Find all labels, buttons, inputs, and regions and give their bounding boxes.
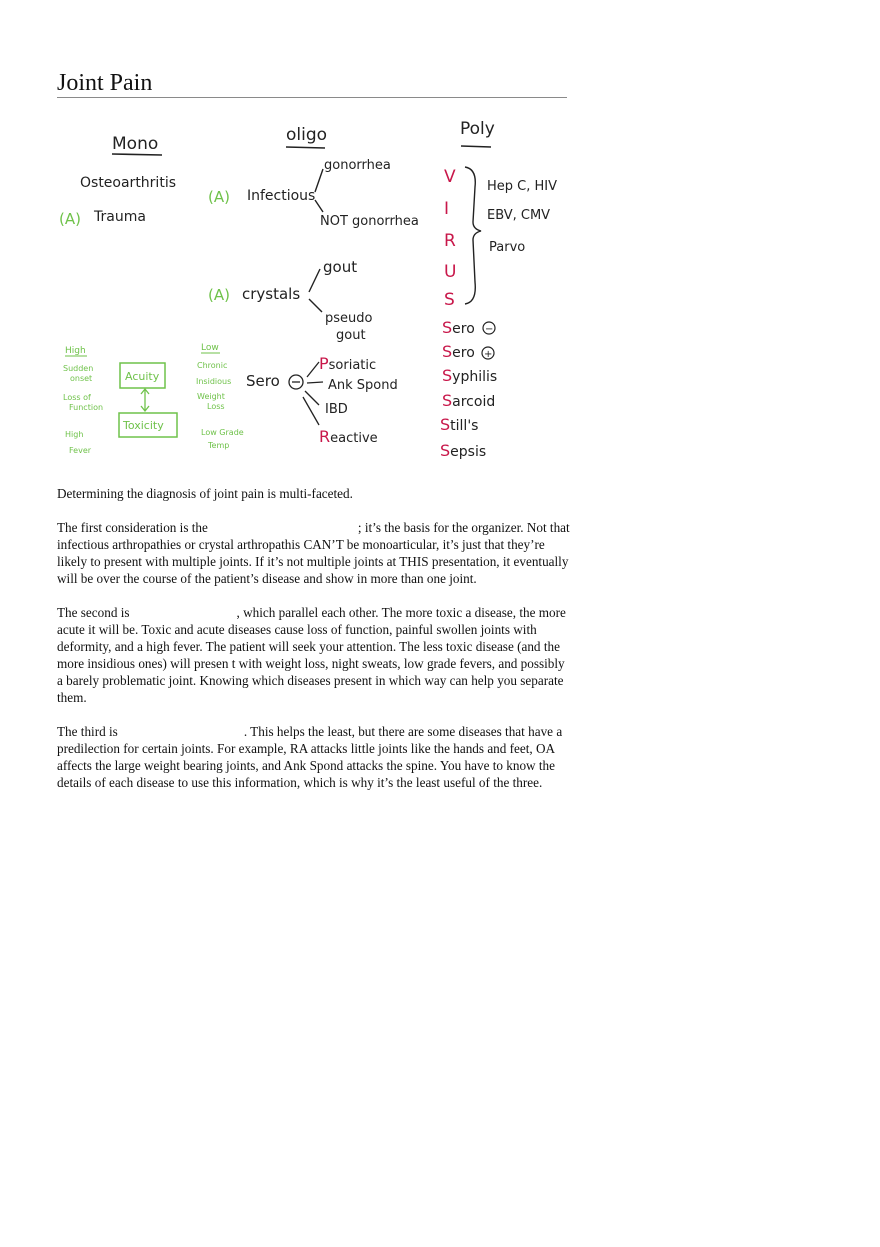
virus-ebv-cmv: EBV, CMV bbox=[487, 208, 551, 223]
virus-letter-i: I bbox=[444, 199, 450, 219]
joint-pain-diagram bbox=[57, 107, 567, 467]
oligo-gonorrhea: gonorrhea bbox=[324, 158, 391, 173]
oligo-infectious-marker: (A) bbox=[208, 188, 230, 206]
legend-low bbox=[196, 343, 244, 450]
poly-sepsis: Sepsis bbox=[440, 441, 487, 460]
toxicity-label: Toxicity bbox=[123, 419, 164, 432]
poly-sero-pos-plus: + bbox=[484, 349, 493, 360]
intro-paragraph: Determining the diagnosis of joint pain is multi-faceted. bbox=[57, 486, 353, 501]
mono-trauma: Trauma bbox=[94, 209, 146, 225]
body-text bbox=[57, 485, 572, 808]
crystals-branch-down bbox=[309, 299, 322, 312]
legend-high-item-3: Loss of bbox=[63, 393, 91, 402]
oligo-gout: gout bbox=[323, 258, 358, 276]
legend-high bbox=[63, 346, 103, 455]
legend-low-item-5: Low Grade bbox=[201, 428, 244, 437]
poly-sero-neg-minus: − bbox=[485, 324, 494, 335]
mono-trauma-marker: (A) bbox=[59, 210, 81, 228]
acuity-label: Acuity bbox=[125, 370, 160, 383]
infectious-branch-up bbox=[315, 169, 323, 192]
sero-ibd: IBD bbox=[325, 402, 348, 417]
oligo-crystals-marker: (A) bbox=[208, 286, 230, 304]
poly-syphilis: Syphilis bbox=[442, 366, 498, 385]
legend-high-item-4: Function bbox=[69, 403, 104, 412]
sero-branch-1 bbox=[307, 362, 319, 377]
virus-letters bbox=[444, 167, 456, 310]
paragraph-second-consideration bbox=[57, 604, 572, 706]
legend-low-header: Low bbox=[201, 343, 219, 353]
virus-letter-u: U bbox=[444, 262, 457, 282]
p1-rest: ; it’s the basis for the organizer. Not that infectious arthropathies or crystal arthropathis CAN’T be monoarticular, it’s just that they’re likely to present with multiple joints. If it’s not multiple joints at THIS presentation, it eventually will be over the course of the patient’s disease and show in more than one joint. bbox=[57, 520, 570, 586]
oligo-pseudo-gout: gout bbox=[336, 328, 366, 343]
p1-start: The first consideration is the bbox=[57, 520, 208, 535]
virus-letter-v: V bbox=[444, 167, 456, 187]
header-oligo-underline bbox=[286, 147, 325, 148]
legend-high-item-1: Sudden bbox=[63, 364, 94, 373]
virus-letter-s: S bbox=[444, 290, 455, 310]
legend-low-item-1: Chronic bbox=[197, 361, 228, 370]
sero-branch-4 bbox=[303, 397, 319, 425]
virus-brace bbox=[465, 167, 481, 304]
legend-high-item-5: High bbox=[65, 430, 84, 439]
oligo-crystals: crystals bbox=[242, 285, 301, 303]
paragraph-third-consideration bbox=[57, 723, 572, 791]
mono-osteoarthritis: Osteoarthritis bbox=[80, 175, 176, 191]
sero-branch-2 bbox=[307, 382, 323, 383]
legend-low-item-3: Weight bbox=[197, 392, 225, 401]
paragraph-first-consideration bbox=[57, 519, 572, 587]
sero-psoriatic: Psoriatic bbox=[319, 354, 377, 373]
p3-start: The third is bbox=[57, 724, 118, 739]
virus-letter-r: R bbox=[444, 231, 456, 251]
oligo-not-gonorrhea: NOT gonorrhea bbox=[320, 214, 419, 229]
poly-sero-neg: Sero bbox=[442, 318, 475, 337]
legend-low-item-6: Temp bbox=[208, 441, 230, 450]
virus-parvo: Parvo bbox=[489, 240, 526, 255]
legend-high-header: High bbox=[65, 346, 86, 356]
p2-start: The second is bbox=[57, 605, 130, 620]
header-oligo: oligo bbox=[286, 125, 328, 145]
header-mono: Mono bbox=[112, 134, 159, 154]
sero-ank-spond: Ank Spond bbox=[328, 378, 398, 393]
header-mono-underline bbox=[112, 154, 162, 155]
virus-hep-c-hiv: Hep C, HIV bbox=[487, 179, 558, 194]
p2-rest: , which parallel each other. The more toxic a disease, the more acute it will be. Toxic and acute diseases cause loss of function, painful swollen joints with deformity, and a high fever. The patient will seek your attention. The less toxic disease (and the more insidious ones) will presen t with weight loss, night sweats, low grade fevers, and possibly a barely problematic joint. Knowing which diseases present in which way can help you separate them. bbox=[57, 605, 566, 705]
sero-reactive: Reactive bbox=[319, 427, 378, 446]
legend-high-item-2: onset bbox=[70, 374, 93, 383]
legend-low-item-2: Insidious bbox=[196, 377, 232, 386]
crystals-branch-up bbox=[309, 269, 320, 292]
header-poly-underline bbox=[461, 146, 491, 147]
legend-low-item-4: Loss bbox=[207, 402, 225, 411]
infectious-branch-down bbox=[315, 200, 323, 212]
oligo-infectious: Infectious bbox=[247, 188, 316, 204]
p3-rest: . This helps the least, but there are some diseases that have a predilection for certain joints. For example, RA attacks little joints like the hands and feet, OA affects the large weight bearing joints, and Ank Spond attacks the spine. You have to know the details of each disease to use this information, which is why it’s the least useful of the three. bbox=[57, 724, 563, 790]
title-divider bbox=[57, 97, 567, 98]
page-title: Joint Pain bbox=[57, 70, 153, 96]
oligo-sero: Sero bbox=[246, 372, 280, 390]
legend-high-item-6: Fever bbox=[69, 446, 92, 455]
poly-stills: Still's bbox=[440, 415, 479, 434]
oligo-pseudo: pseudo bbox=[325, 311, 373, 326]
poly-sarcoid: Sarcoid bbox=[442, 391, 496, 410]
header-poly: Poly bbox=[460, 119, 495, 139]
poly-sero-pos: Sero bbox=[442, 342, 475, 361]
